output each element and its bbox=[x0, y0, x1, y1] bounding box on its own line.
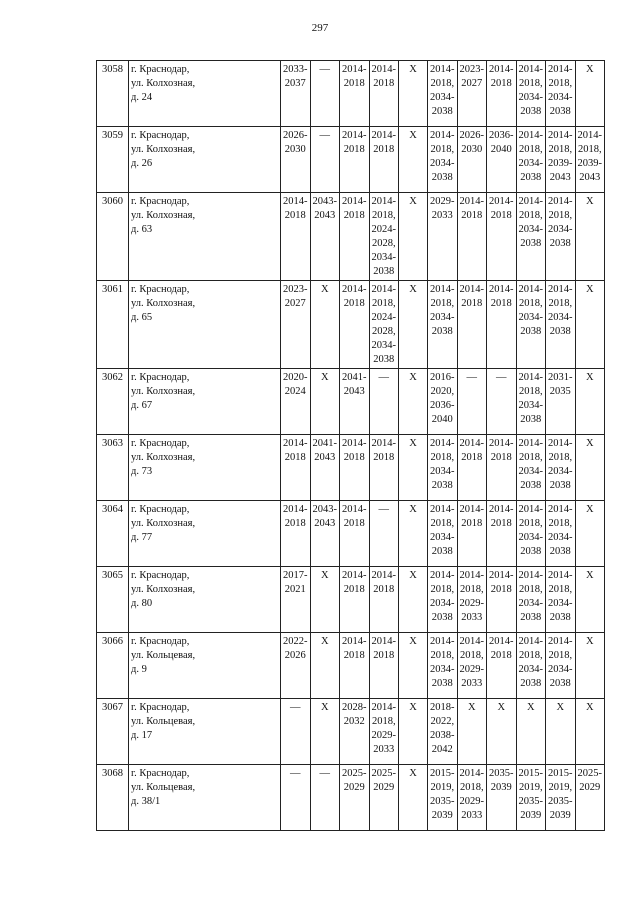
period-cell: X bbox=[399, 61, 428, 127]
period-cell: 2014- 2018 bbox=[340, 61, 370, 127]
period-cell: 2028- 2032 bbox=[340, 699, 370, 765]
period-cell: X bbox=[575, 61, 605, 127]
period-cell: 2014- 2018 bbox=[457, 193, 487, 281]
period-cell: 2014- 2018, 2034- 2038 bbox=[546, 193, 576, 281]
period-cell: 2033- 2037 bbox=[281, 61, 311, 127]
period-cell: X bbox=[575, 699, 605, 765]
period-cell: X bbox=[310, 369, 340, 435]
period-cell: 2041- 2043 bbox=[340, 369, 370, 435]
period-cell: — bbox=[369, 369, 399, 435]
period-cell: X bbox=[516, 699, 546, 765]
period-cell: 2014- 2018 bbox=[487, 281, 517, 369]
row-number: 3062 bbox=[97, 369, 129, 435]
period-cell: X bbox=[575, 567, 605, 633]
period-cell: 2014- 2018, 2034- 2038 bbox=[516, 435, 546, 501]
period-cell: 2041- 2043 bbox=[310, 435, 340, 501]
period-cell: 2014- 2018, 2034- 2038 bbox=[516, 193, 546, 281]
address-cell: г. Краснодар, ул. Колхозная, д. 73 bbox=[129, 435, 281, 501]
period-cell: 2014- 2018, 2029- 2033 bbox=[457, 567, 487, 633]
period-cell: 2014- 2018 bbox=[487, 193, 517, 281]
period-cell: X bbox=[575, 501, 605, 567]
period-cell: 2014- 2018, 2034- 2038 bbox=[428, 281, 458, 369]
period-cell: X bbox=[399, 765, 428, 831]
period-cell: 2014- 2018 bbox=[340, 567, 370, 633]
period-cell: 2014- 2018, 2034- 2038 bbox=[516, 369, 546, 435]
period-cell: X bbox=[310, 699, 340, 765]
period-cell: X bbox=[399, 281, 428, 369]
period-cell: — bbox=[457, 369, 487, 435]
period-cell: 2014- 2018 bbox=[340, 281, 370, 369]
address-cell: г. Краснодар, ул. Колхозная, д. 63 bbox=[129, 193, 281, 281]
period-cell: 2029- 2033 bbox=[428, 193, 458, 281]
period-cell: X bbox=[399, 633, 428, 699]
period-cell: 2026- 2030 bbox=[457, 127, 487, 193]
address-cell: г. Краснодар, ул. Кольцевая, д. 17 bbox=[129, 699, 281, 765]
period-cell: 2014- 2018 bbox=[487, 501, 517, 567]
address-cell: г. Краснодар, ул. Кольцевая, д. 38/1 bbox=[129, 765, 281, 831]
address-cell: г. Краснодар, ул. Колхозная, д. 24 bbox=[129, 61, 281, 127]
period-cell: 2014- 2018 bbox=[487, 435, 517, 501]
table-row bbox=[97, 61, 605, 127]
period-cell: 2014- 2018, 2034- 2038 bbox=[428, 501, 458, 567]
period-cell: 2014- 2018, 2034- 2038 bbox=[428, 127, 458, 193]
period-cell: 2014- 2018, 2034- 2038 bbox=[428, 567, 458, 633]
period-cell: 2014- 2018 bbox=[457, 435, 487, 501]
period-cell: 2026- 2030 bbox=[281, 127, 311, 193]
period-cell: 2014- 2018 bbox=[281, 435, 311, 501]
table-row bbox=[97, 193, 605, 281]
period-cell: 2025- 2029 bbox=[575, 765, 605, 831]
period-cell: 2036- 2040 bbox=[487, 127, 517, 193]
period-cell: 2014- 2018, 2029- 2033 bbox=[457, 633, 487, 699]
period-cell: X bbox=[487, 699, 517, 765]
row-number: 3058 bbox=[97, 61, 129, 127]
period-cell: X bbox=[310, 633, 340, 699]
address-cell: г. Краснодар, ул. Колхозная, д. 80 bbox=[129, 567, 281, 633]
period-cell: 2014- 2018 bbox=[340, 193, 370, 281]
period-cell: X bbox=[399, 127, 428, 193]
period-cell: 2014- 2018 bbox=[340, 633, 370, 699]
table-row bbox=[97, 765, 605, 831]
period-cell: 2014- 2018 bbox=[369, 633, 399, 699]
period-cell: — bbox=[310, 765, 340, 831]
period-cell: 2014- 2018, 2034- 2038 bbox=[428, 61, 458, 127]
table-row bbox=[97, 281, 605, 369]
address-cell: г. Краснодар, ул. Колхозная, д. 65 bbox=[129, 281, 281, 369]
period-cell: X bbox=[575, 435, 605, 501]
period-cell: 2014- 2018, 2034- 2038 bbox=[516, 501, 546, 567]
period-cell: — bbox=[310, 61, 340, 127]
table-row bbox=[97, 127, 605, 193]
period-cell: 2014- 2018, 2024- 2028, 2034- 2038 bbox=[369, 193, 399, 281]
period-cell: 2014- 2018, 2034- 2038 bbox=[516, 281, 546, 369]
period-cell: X bbox=[399, 193, 428, 281]
period-cell: X bbox=[546, 699, 576, 765]
period-cell: — bbox=[310, 127, 340, 193]
period-cell: 2014- 2018, 2034- 2038 bbox=[516, 567, 546, 633]
period-cell: 2015- 2019, 2035- 2039 bbox=[428, 765, 458, 831]
period-cell: 2014- 2018 bbox=[281, 501, 311, 567]
row-number: 3059 bbox=[97, 127, 129, 193]
period-cell: 2014- 2018, 2034- 2038 bbox=[546, 435, 576, 501]
period-cell: 2014- 2018 bbox=[487, 633, 517, 699]
table-row bbox=[97, 369, 605, 435]
table-row bbox=[97, 699, 605, 765]
period-cell: 2014- 2018 bbox=[340, 127, 370, 193]
period-cell: 2014- 2018, 2034- 2038 bbox=[428, 633, 458, 699]
period-cell: X bbox=[575, 281, 605, 369]
period-cell: 2031- 2035 bbox=[546, 369, 576, 435]
row-number: 3060 bbox=[97, 193, 129, 281]
period-cell: 2020- 2024 bbox=[281, 369, 311, 435]
period-cell: 2014- 2018, 2039- 2043 bbox=[575, 127, 605, 193]
period-cell: X bbox=[310, 567, 340, 633]
period-cell: 2014- 2018, 2034- 2038 bbox=[516, 61, 546, 127]
registry-table bbox=[96, 60, 605, 831]
period-cell: 2014- 2018, 2034- 2038 bbox=[546, 281, 576, 369]
row-number: 3067 bbox=[97, 699, 129, 765]
period-cell: 2043- 2043 bbox=[310, 193, 340, 281]
table-row bbox=[97, 435, 605, 501]
period-cell: 2014- 2018, 2034- 2038 bbox=[516, 127, 546, 193]
period-cell: 2017- 2021 bbox=[281, 567, 311, 633]
period-cell: — bbox=[369, 501, 399, 567]
period-cell: 2014- 2018, 2034- 2038 bbox=[546, 501, 576, 567]
period-cell: 2035- 2039 bbox=[487, 765, 517, 831]
period-cell: 2014- 2018, 2034- 2038 bbox=[546, 633, 576, 699]
period-cell: 2025- 2029 bbox=[340, 765, 370, 831]
period-cell: — bbox=[281, 699, 311, 765]
period-cell: 2015- 2019, 2035- 2039 bbox=[516, 765, 546, 831]
period-cell: X bbox=[310, 281, 340, 369]
row-number: 3064 bbox=[97, 501, 129, 567]
period-cell: 2014- 2018 bbox=[369, 567, 399, 633]
period-cell: 2014- 2018, 2029- 2033 bbox=[457, 765, 487, 831]
period-cell: X bbox=[575, 193, 605, 281]
period-cell: X bbox=[399, 435, 428, 501]
period-cell: 2014- 2018, 2034- 2038 bbox=[546, 61, 576, 127]
period-cell: 2016- 2020, 2036- 2040 bbox=[428, 369, 458, 435]
period-cell: 2014- 2018, 2024- 2028, 2034- 2038 bbox=[369, 281, 399, 369]
period-cell: 2014- 2018 bbox=[340, 435, 370, 501]
period-cell: X bbox=[399, 501, 428, 567]
period-cell: 2023- 2027 bbox=[457, 61, 487, 127]
period-cell: 2015- 2019, 2035- 2039 bbox=[546, 765, 576, 831]
row-number: 3065 bbox=[97, 567, 129, 633]
period-cell: 2014- 2018, 2029- 2033 bbox=[369, 699, 399, 765]
period-cell: 2014- 2018 bbox=[340, 501, 370, 567]
period-cell: 2014- 2018 bbox=[281, 193, 311, 281]
period-cell: 2014- 2018, 2039- 2043 bbox=[546, 127, 576, 193]
period-cell: — bbox=[281, 765, 311, 831]
period-cell: 2014- 2018, 2034- 2038 bbox=[516, 633, 546, 699]
period-cell: 2014- 2018 bbox=[457, 501, 487, 567]
period-cell: 2014- 2018 bbox=[487, 567, 517, 633]
row-number: 3063 bbox=[97, 435, 129, 501]
period-cell: 2014- 2018, 2034- 2038 bbox=[546, 567, 576, 633]
period-cell: 2014- 2018 bbox=[369, 61, 399, 127]
period-cell: X bbox=[575, 633, 605, 699]
period-cell: X bbox=[399, 699, 428, 765]
period-cell: 2014- 2018, 2034- 2038 bbox=[428, 435, 458, 501]
address-cell: г. Краснодар, ул. Колхозная, д. 77 bbox=[129, 501, 281, 567]
period-cell: 2025- 2029 bbox=[369, 765, 399, 831]
table-row bbox=[97, 633, 605, 699]
period-cell: X bbox=[399, 567, 428, 633]
table-row bbox=[97, 567, 605, 633]
row-number: 3061 bbox=[97, 281, 129, 369]
period-cell: — bbox=[487, 369, 517, 435]
period-cell: 2018- 2022, 2038- 2042 bbox=[428, 699, 458, 765]
address-cell: г. Краснодар, ул. Колхозная, д. 67 bbox=[129, 369, 281, 435]
period-cell: 2014- 2018 bbox=[369, 127, 399, 193]
period-cell: 2014- 2018 bbox=[487, 61, 517, 127]
period-cell: X bbox=[575, 369, 605, 435]
period-cell: X bbox=[399, 369, 428, 435]
row-number: 3068 bbox=[97, 765, 129, 831]
period-cell: 2023- 2027 bbox=[281, 281, 311, 369]
period-cell: 2043- 2043 bbox=[310, 501, 340, 567]
table-row bbox=[97, 501, 605, 567]
row-number: 3066 bbox=[97, 633, 129, 699]
period-cell: 2014- 2018 bbox=[457, 281, 487, 369]
period-cell: 2022- 2026 bbox=[281, 633, 311, 699]
address-cell: г. Краснодар, ул. Кольцевая, д. 9 bbox=[129, 633, 281, 699]
page-number: 297 bbox=[311, 22, 329, 34]
period-cell: X bbox=[457, 699, 487, 765]
period-cell: 2014- 2018 bbox=[369, 435, 399, 501]
address-cell: г. Краснодар, ул. Колхозная, д. 26 bbox=[129, 127, 281, 193]
